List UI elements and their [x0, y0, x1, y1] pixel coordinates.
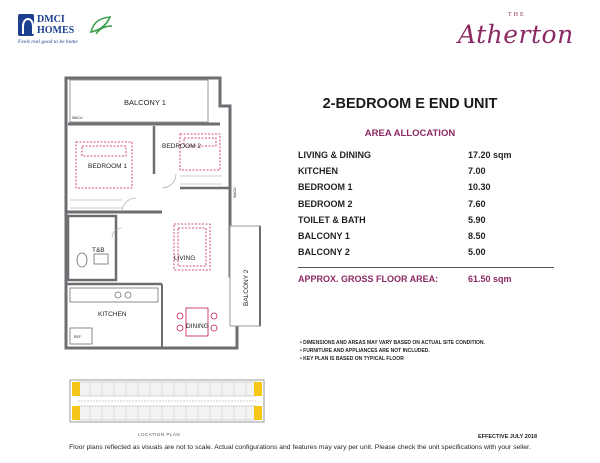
- area-value: 10.30: [468, 182, 491, 193]
- area-label: BEDROOM 2: [298, 198, 353, 209]
- area-label: LIVING & DINING: [298, 150, 372, 161]
- area-row: [298, 244, 554, 260]
- area-value: 17.20 sqm: [468, 150, 512, 161]
- location-plan-label: LOCATION PLAN: [138, 432, 181, 437]
- area-value: 5.00: [468, 247, 486, 258]
- highlight-unit: [72, 406, 80, 420]
- plan-label-kitchen: KITCHEN: [98, 311, 127, 318]
- area-label: KITCHEN: [298, 166, 338, 177]
- area-value: 8.50: [468, 231, 486, 242]
- gross-floor-area: [298, 274, 554, 284]
- gross-label: APPROX. GROSS FLOOR AREA:: [298, 274, 439, 284]
- area-divider: [298, 267, 554, 268]
- plan-label-dining: DINING: [186, 323, 209, 330]
- brand-name: Atherton: [458, 20, 574, 49]
- area-row: [298, 179, 554, 195]
- plan-label-bedroom1: BEDROOM 1: [88, 163, 128, 170]
- unit-title: 2-BEDROOM E END UNIT: [322, 96, 498, 112]
- area-row: [298, 228, 554, 244]
- note-item: • FURNITURE AND APPLIANCES ARE NOT INCLUDED.: [300, 348, 430, 354]
- plan-label-ref: REF: [74, 335, 81, 339]
- gross-value: 61.50 sqm: [468, 274, 512, 284]
- dmci-logo-mark: [18, 14, 34, 36]
- plan-label-living: LIVING: [174, 255, 196, 262]
- area-value: 7.00: [468, 166, 486, 177]
- area-allocation-title: AREA ALLOCATION: [364, 128, 456, 139]
- area-table: [298, 147, 554, 260]
- area-row: [298, 212, 554, 228]
- highlight-unit: [254, 406, 262, 420]
- area-label: BEDROOM 1: [298, 182, 353, 193]
- plan-label-wacu2: WACU: [233, 187, 237, 198]
- brand-prefix: THE: [508, 12, 526, 18]
- area-row: [298, 147, 554, 163]
- plan-label-balcony1: BALCONY 1: [124, 98, 166, 107]
- logo-wordmark: [37, 14, 74, 36]
- note-item: • DIMENSIONS AND AREAS MAY VARY BASED ON ACTUAL SITE CONDITION.: [300, 340, 485, 346]
- effective-date: EFFECTIVE JULY 2018: [478, 434, 537, 440]
- notes: [300, 339, 560, 363]
- dmci-logo: [18, 12, 138, 50]
- disclaimer: Floor plans reflected as visuals are not to scale. Actual configurations and features may vary per unit. Please check the unit specifications with your seller.: [69, 444, 531, 451]
- area-row: [298, 196, 554, 212]
- area-value: 7.60: [468, 198, 486, 209]
- plan-label-balcony2: BALCONY 2: [243, 269, 250, 306]
- plan-label-wacu1: WACU: [72, 116, 83, 120]
- area-row: [298, 163, 554, 179]
- note-item: • KEY PLAN IS BASED ON TYPICAL FLOOR: [300, 356, 404, 362]
- logo-tagline: Feels real good to be home: [18, 39, 78, 45]
- highlight-unit: [254, 382, 262, 396]
- floor-plan: [62, 76, 272, 368]
- plan-label-tb: T&B: [92, 247, 105, 254]
- key-plan: [68, 374, 266, 428]
- area-value: 5.90: [468, 214, 486, 225]
- area-label: BALCONY 2: [298, 247, 350, 258]
- logo-line2: HOMES: [37, 25, 75, 36]
- plan-label-bedroom2: BEDROOM 2: [162, 143, 202, 150]
- area-label: BALCONY 1: [298, 231, 350, 242]
- leaf-icon: [88, 14, 114, 36]
- logo-line1: DMCI: [37, 14, 65, 25]
- area-label: TOILET & BATH: [298, 214, 366, 225]
- highlight-unit: [72, 382, 80, 396]
